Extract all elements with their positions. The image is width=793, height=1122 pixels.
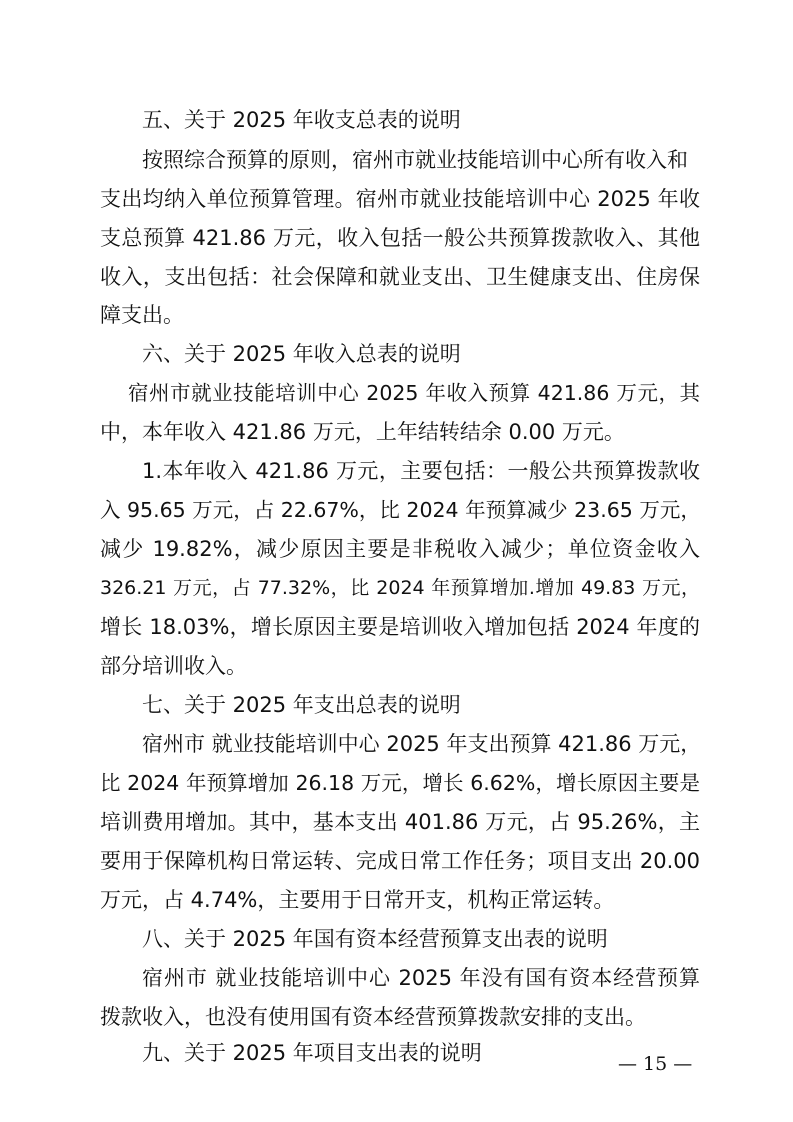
paragraph-line: 减少 19.82%，减少原因主要是非税收入减少；单位资金收入: [100, 537, 700, 561]
heading-8: 八、关于 2025 年国有资本经营预算支出表的说明: [142, 927, 608, 951]
heading-9: 九、关于 2025 年项目支出表的说明: [142, 1041, 482, 1065]
paragraph-line: 收入，支出包括：社会保障和就业支出、卫生健康支出、住房保: [100, 265, 700, 289]
paragraph-line: 部分培训收入。: [100, 654, 247, 678]
paragraph-line: 比 2024 年预算增加 26.18 万元，增长 6.62%，增长原因主要是: [100, 771, 700, 795]
heading-7: 七、关于 2025 年支出总表的说明: [142, 693, 461, 717]
paragraph-line: 326.21 万元，占 77.32%，比 2024 年预算增加.增加 49.83 万元，: [100, 577, 700, 599]
paragraph-line: 支总预算 421.86 万元，收入包括一般公共预算拨款收入、其他: [100, 226, 700, 250]
page-number: — 15 —: [618, 1053, 693, 1075]
paragraph-line: 支出均纳入单位预算管理。宿州市就业技能培训中心 2025 年收: [100, 187, 700, 211]
paragraph-line: 中，本年收入 421.86 万元，上年结转结余 0.00 万元。: [100, 420, 625, 444]
paragraph-line: 万元，占 4.74%，主要用于日常开支，机构正常运转。: [100, 888, 615, 912]
heading-6: 六、关于 2025 年收入总表的说明: [142, 342, 461, 366]
paragraph-line: 宿州市 就业技能培训中心 2025 年支出预算 421.86 万元，: [142, 732, 702, 756]
paragraph-line: 按照综合预算的原则，宿州市就业技能培训中心所有收入和: [142, 148, 688, 172]
paragraph-line: 要用于保障机构日常运转、完成日常工作任务；项目支出 20.00: [100, 849, 700, 873]
heading-5: 五、关于 2025 年收支总表的说明: [142, 108, 461, 132]
paragraph-line: 1.本年收入 421.86 万元，主要包括：一般公共预算拨款收: [142, 459, 700, 483]
paragraph-line: 拨款收入，也没有使用国有资本经营预算拨款安排的支出。: [100, 1005, 646, 1029]
paragraph-line: 宿州市就业技能培训中心 2025 年收入预算 421.86 万元，其: [128, 381, 700, 405]
paragraph-line: 培训费用增加。其中，基本支出 401.86 万元，占 95.26%，主: [100, 810, 700, 834]
paragraph-line: 入 95.65 万元，占 22.67%，比 2024 年预算减少 23.65 万元，: [100, 498, 701, 522]
paragraph-line: 增长 18.03%，增长原因主要是培训收入增加包括 2024 年度的: [100, 615, 700, 639]
paragraph-line: 障支出。: [100, 303, 184, 327]
paragraph-line: 宿州市 就业技能培训中心 2025 年没有国有资本经营预算: [142, 966, 700, 990]
